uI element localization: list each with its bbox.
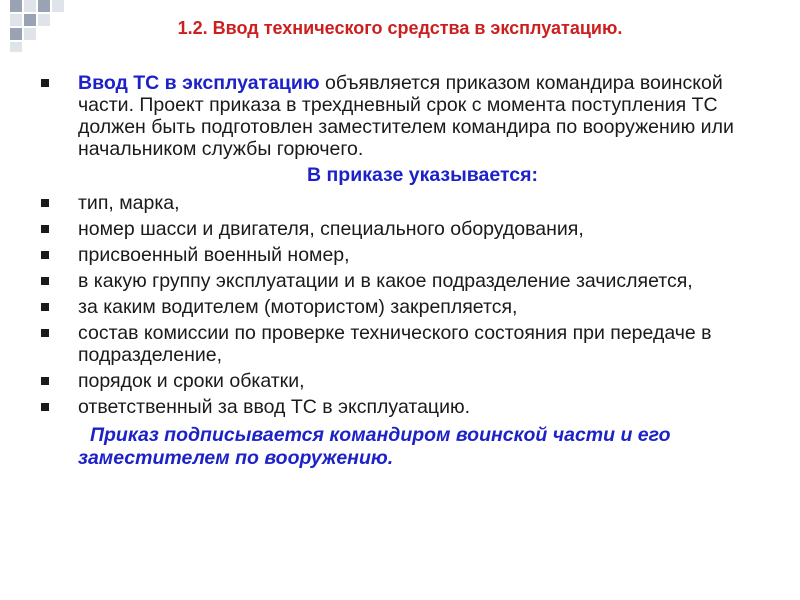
list-item [30, 296, 775, 318]
list-item [30, 218, 775, 240]
intro-bold-lead: Ввод ТС в эксплуатацию [78, 72, 320, 94]
list-item [30, 370, 775, 392]
slide-title: 1.2. Ввод технического средства в эксплуатацию. [177, 18, 623, 38]
list-item-text: порядок и сроки обкатки, [78, 370, 305, 392]
bullet-square-icon [41, 329, 49, 337]
list-item-text: тип, марка, [78, 192, 180, 214]
list-item [30, 396, 775, 418]
bullet-square-icon [41, 403, 49, 411]
bullet-square-icon [41, 277, 49, 285]
list-item-text: присвоенный военный номер, [78, 244, 350, 266]
intro-paragraph [30, 72, 775, 160]
bullet-list [30, 192, 775, 418]
bullet-square-icon [41, 377, 49, 385]
intro-text: объявляется приказом командира воинской части. Проект приказа в трехдневный срок с момента поступления ТС должен быть подготовлен заместителем командира по вооружению или начальником службы горючего. [78, 72, 734, 160]
list-item-text: в какую группу эксплуатации и в какое подразделение зачисляется, [78, 270, 693, 292]
list-item-text: номер шасси и двигателя, специального оборудования, [78, 218, 584, 240]
bullet-square-icon [41, 303, 49, 311]
bullet-square-icon [41, 251, 49, 259]
list-item-text: ответственный за ввод ТС в эксплуатацию. [78, 396, 471, 418]
bullet-square-icon [41, 225, 49, 233]
closing-text: Приказ подписывается командиром воинской части и его заместителем по вооружению. [78, 424, 671, 469]
list-item [30, 192, 775, 214]
closing-statement [30, 424, 775, 470]
bullet-square-icon [41, 79, 49, 87]
list-item [30, 322, 775, 366]
list-item-text: состав комиссии по проверке технического состояния при передаче в подразделение, [78, 322, 712, 366]
list-item [30, 270, 775, 292]
bullet-square-icon [41, 199, 49, 207]
subheading: В приказе указывается: [307, 164, 538, 186]
list-item [30, 244, 775, 266]
slide-content [30, 72, 775, 470]
list-item-text: за каким водителем (мотористом) закрепляется, [78, 296, 518, 318]
